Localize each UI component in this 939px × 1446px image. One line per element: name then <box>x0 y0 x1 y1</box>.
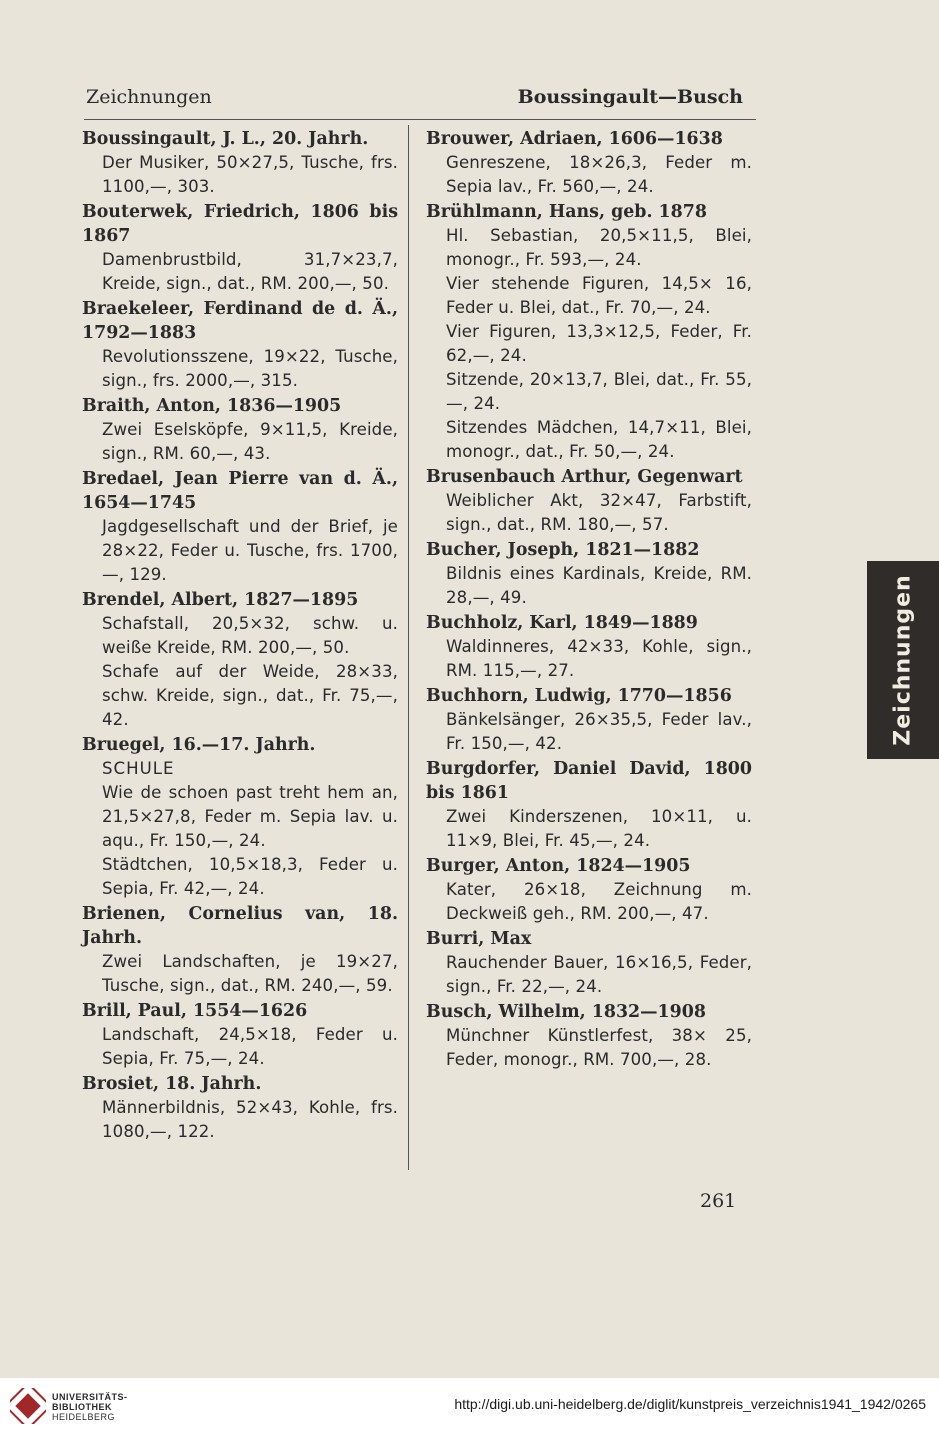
artist-name: Braekeleer, Ferdinand de d. Ä., 1792—1883 <box>82 299 398 343</box>
school-label: SCHULE <box>102 759 175 778</box>
artist-name: Boussingault, J. L., 20. Jahrh. <box>82 129 369 149</box>
catalog-entry <box>82 200 398 296</box>
artwork-listing: Bildnis eines Kardinals, Kreide, RM. 28,—, 49. <box>446 564 752 607</box>
artwork-listing: Männerbildnis, 52×43, Kohle, frs. 1080,—, 122. <box>102 1098 398 1141</box>
artwork-listing: Wie de schoen past treht hem an, 21,5×27,8, Feder m. Sepia lav. u. aqu., Fr. 150,—, 24. <box>102 783 398 850</box>
artwork-listing: Weiblicher Akt, 32×47, Farbstift, sign., dat., RM. 180,—, 57. <box>446 491 752 534</box>
artwork-listing: Zwei Landschaften, je 19×27, Tusche, sign., dat., RM. 240,—, 59. <box>102 952 398 995</box>
artist-name: Brühlmann, Hans, geb. 1878 <box>426 202 707 222</box>
thumb-index-label: Zeichnungen <box>890 574 916 746</box>
artwork-listing: Kater, 26×18, Zeichnung m. Deckweiß geh., RM. 200,—, 47. <box>446 880 752 923</box>
artwork-listing: Vier Figuren, 13,3×12,5, Feder, Fr. 62,—, 24. <box>446 322 752 365</box>
catalog-entry <box>426 927 752 999</box>
catalog-entry <box>82 467 398 587</box>
artist-name: Bouterwek, Friedrich, 1806 bis 1867 <box>82 202 398 246</box>
artwork-listing: Zwei Eselsköpfe, 9×11,5, Kreide, sign., RM. 60,—, 43. <box>102 420 398 463</box>
column-divider <box>408 125 409 1170</box>
catalog-entry <box>426 200 752 464</box>
logo-line-3: HEIDELBERG <box>52 1412 116 1422</box>
university-seal-icon <box>10 1388 46 1424</box>
artist-name: Brusenbauch Arthur, Gegenwart <box>426 467 743 487</box>
catalog-entry <box>426 538 752 610</box>
artist-name: Burri, Max <box>426 929 532 949</box>
artist-name: Bucher, Joseph, 1821—1882 <box>426 540 700 560</box>
page-number: 261 <box>700 1190 737 1212</box>
artwork-listing: Schafe auf der Weide, 28×33, schw. Kreide, sign., dat., Fr. 75,—, 42. <box>102 662 398 729</box>
right-column <box>426 127 752 1073</box>
header-rule <box>84 119 756 120</box>
artwork-listing: Städtchen, 10,5×18,3, Feder u. Sepia, Fr. 42,—, 24. <box>102 855 398 898</box>
artist-name: Brosiet, 18. Jahrh. <box>82 1074 262 1094</box>
artwork-listing: Schafstall, 20,5×32, schw. u. weiße Kreide, RM. 200,—, 50. <box>102 614 398 657</box>
artist-name: Brendel, Albert, 1827—1895 <box>82 590 359 610</box>
catalog-entry <box>82 1072 398 1144</box>
catalog-entry <box>426 1000 752 1072</box>
artwork-listing: Genreszene, 18×26,3, Feder m. Sepia lav., Fr. 560,—, 24. <box>446 153 752 196</box>
artwork-listing: Münchner Künstlerfest, 38× 25, Feder, monogr., RM. 700,—, 28. <box>446 1026 752 1069</box>
artwork-listing: Landschaft, 24,5×18, Feder u. Sepia, Fr. 75,—, 24. <box>102 1025 398 1068</box>
catalog-entry <box>82 127 398 199</box>
artist-name: Burger, Anton, 1824—1905 <box>426 856 691 876</box>
left-column <box>82 127 398 1145</box>
artwork-listing: Der Musiker, 50×27,5, Tusche, frs. 1100,—, 303. <box>102 153 398 196</box>
library-logo-text <box>52 1392 128 1422</box>
artist-name: Bredael, Jean Pierre van d. Ä., 1654—1745 <box>82 469 398 513</box>
artwork-listing: Zwei Kinderszenen, 10×11, u. 11×9, Blei, Fr. 45,—, 24. <box>446 807 752 850</box>
logo-line-2: BIBLIOTHEK <box>52 1402 112 1412</box>
catalog-entry <box>82 394 398 466</box>
artwork-listing: Waldinneres, 42×33, Kohle, sign., RM. 115,—, 27. <box>446 637 752 680</box>
artist-name: Brouwer, Adriaen, 1606—1638 <box>426 129 723 149</box>
artist-name: Bruegel, 16.—17. Jahrh. <box>82 735 316 755</box>
catalog-entry <box>82 999 398 1071</box>
artwork-listing: Revolutionsszene, 19×22, Tusche, sign., frs. 2000,—, 315. <box>102 347 398 390</box>
artwork-listing: Sitzende, 20×13,7, Blei, dat., Fr. 55,—, 24. <box>446 370 752 413</box>
catalog-entry <box>82 733 398 901</box>
artist-name: Buchhorn, Ludwig, 1770—1856 <box>426 686 732 706</box>
artwork-listing: Damenbrustbild, 31,7×23,7, Kreide, sign., dat., RM. 200,—, 50. <box>102 250 398 293</box>
catalog-entry <box>426 684 752 756</box>
source-url-link[interactable]: http://digi.ub.uni-heidelberg.de/diglit/kunstpreis_verzeichnis1941_1942/0265 <box>454 1396 926 1412</box>
catalog-entry <box>82 902 398 998</box>
artist-name: Busch, Wilhelm, 1832—1908 <box>426 1002 706 1022</box>
artist-name: Brienen, Cornelius van, 18. Jahrh. <box>82 904 398 948</box>
artwork-listing: Bänkelsänger, 26×35,5, Feder lav., Fr. 150,—, 42. <box>446 710 752 753</box>
artist-name: Burgdorfer, Daniel David, 1800 bis 1861 <box>426 759 752 803</box>
artist-name: Braith, Anton, 1836—1905 <box>82 396 342 416</box>
catalog-entry <box>82 297 398 393</box>
catalog-entry <box>426 465 752 537</box>
footer-bar <box>0 1378 939 1446</box>
catalog-entry <box>426 757 752 853</box>
catalog-entry <box>82 588 398 732</box>
catalog-entry <box>426 127 752 199</box>
catalog-entry <box>426 854 752 926</box>
artwork-listing: Sitzendes Mädchen, 14,7×11, Blei, monogr., dat., Fr. 50,—, 24. <box>446 418 752 461</box>
artwork-listing: Rauchender Bauer, 16×16,5, Feder, sign., Fr. 22,—, 24. <box>446 953 752 996</box>
artwork-listing: Hl. Sebastian, 20,5×11,5, Blei, monogr., Fr. 593,—, 24. <box>446 226 752 269</box>
header-section-title: Zeichnungen <box>86 86 212 108</box>
artist-name: Brill, Paul, 1554—1626 <box>82 1001 308 1021</box>
logo-line-1: UNIVERSITÄTS- <box>52 1392 128 1402</box>
artist-name: Buchholz, Karl, 1849—1889 <box>426 613 698 633</box>
catalog-entry <box>426 611 752 683</box>
artwork-listing: Jagdgesellschaft und der Brief, je 28×22, Feder u. Tusche, frs. 1700,—, 129. <box>102 517 398 584</box>
artwork-listing: Vier stehende Figuren, 14,5× 16, Feder u. Blei, dat., Fr. 70,—, 24. <box>446 274 752 317</box>
running-header <box>86 84 743 116</box>
thumb-index-tab <box>867 561 939 759</box>
header-name-range: Boussingault—Busch <box>517 86 743 108</box>
